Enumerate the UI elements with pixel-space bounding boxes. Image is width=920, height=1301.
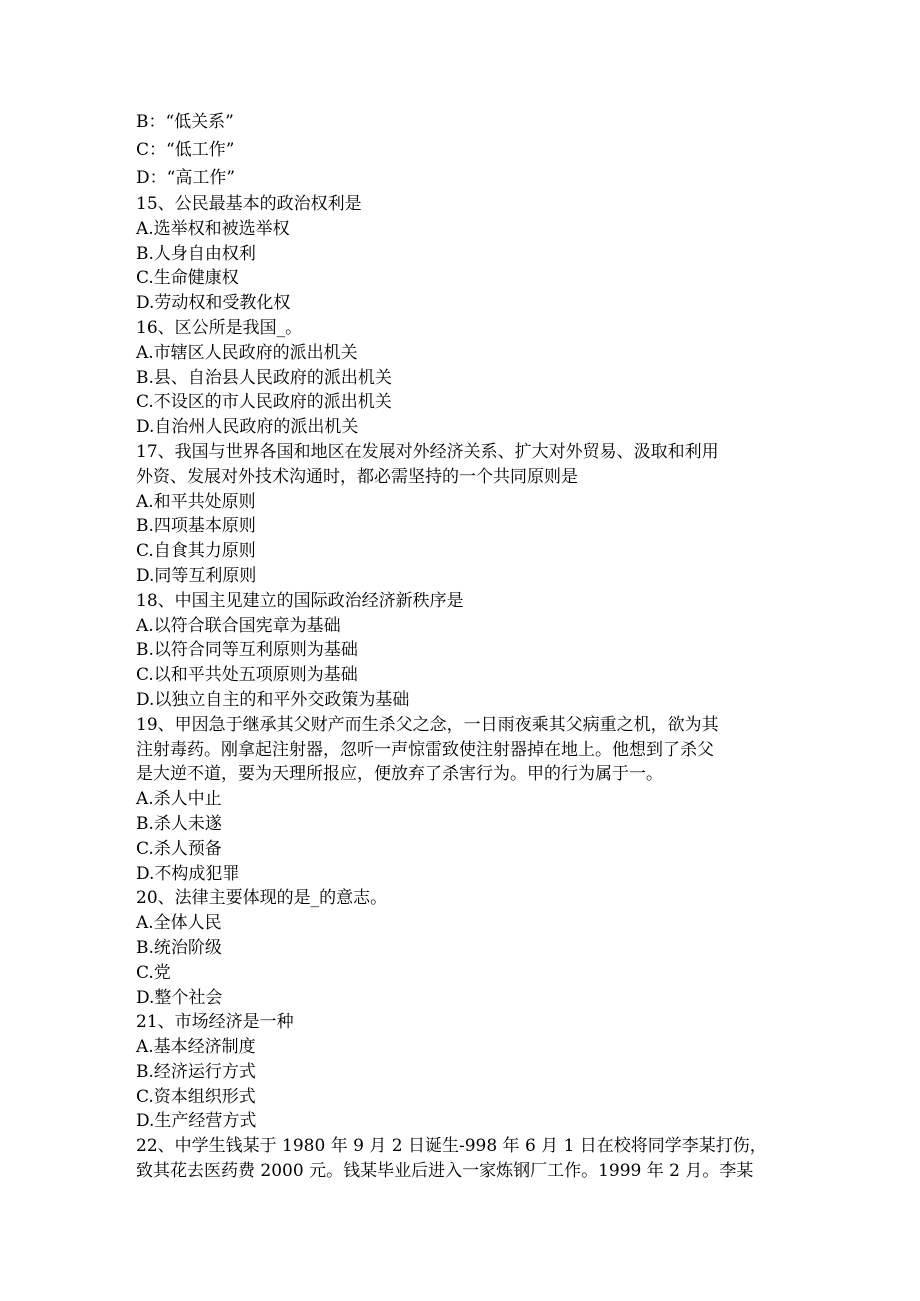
- text-line: C.以和平共处五项原则为基础: [136, 665, 358, 686]
- text-line: C：“低工作”: [136, 140, 235, 160]
- text-line: A.和平共处原则: [136, 491, 256, 512]
- text-line: D.自治州人民政府的派出机关: [136, 417, 359, 438]
- text-line: B.以符合同等互利原则为基础: [136, 640, 358, 661]
- text-line: A.选举权和被选举权: [136, 218, 290, 239]
- option-line: [136, 862, 786, 887]
- option-line: [136, 539, 786, 564]
- text-line: D.整个社会: [136, 987, 223, 1008]
- text-line: C.生命健康权: [136, 268, 239, 289]
- option-line: [136, 291, 786, 316]
- text-line: C.党: [136, 962, 171, 983]
- option-line: [136, 961, 786, 986]
- text-line: B.经济运行方式: [136, 1061, 256, 1082]
- option-line: [136, 837, 786, 862]
- text-line: B.四项基本原则: [136, 516, 256, 537]
- option-line: [136, 217, 786, 242]
- text-line: 致其花去医药费 2000 元。钱某毕业后进入一家炼钢厂工作。1999 年 2 月。李某: [136, 1161, 754, 1182]
- text-line: C.资本组织形式: [136, 1086, 256, 1107]
- option-line: [136, 266, 786, 291]
- option-line: [136, 390, 786, 415]
- text-line: B：“低关系”: [136, 112, 234, 132]
- option-line: [136, 108, 786, 136]
- question-line: [136, 713, 786, 738]
- question-line: [136, 1010, 786, 1035]
- question-line: [136, 589, 786, 614]
- text-line: B.统治阶级: [136, 937, 222, 958]
- option-line: [136, 366, 786, 391]
- text-line: C.自食其力原则: [136, 541, 256, 562]
- text-line: D.以独立自主的和平外交政策为基础: [136, 689, 410, 710]
- question-line: [136, 738, 786, 763]
- text-line: A.全体人民: [136, 913, 222, 934]
- option-line: [136, 490, 786, 515]
- text-line: A.基本经济制度: [136, 1037, 256, 1058]
- text-line: 注射毒药。刚拿起注射器，忽听一声惊雷致使注射器掉在地上。他想到了杀父: [136, 739, 714, 760]
- option-line: [136, 688, 786, 713]
- text-line: B.县、自治县人民政府的派出机关: [136, 367, 392, 388]
- text-line: 22、中学生钱某于 1980 年 9 月 2 日诞生-998 年 6 月 1 日在校将同学李某打伤，: [136, 1136, 767, 1157]
- option-line: [136, 514, 786, 539]
- question-line: [136, 1134, 786, 1159]
- option-line: [136, 1109, 786, 1134]
- text-line: D.劳动权和受教化权: [136, 293, 291, 314]
- text-line: D.不构成犯罪: [136, 863, 240, 884]
- text-line: 20、法律主要体现的是_的意志。: [136, 888, 388, 909]
- text-line: 17、我国与世界各国和地区在发展对外经济关系、扩大对外贸易、汲取和利用: [136, 441, 719, 462]
- question-line: [136, 316, 786, 341]
- text-line: A.以符合联合国宪章为基础: [136, 615, 341, 636]
- option-line: [136, 614, 786, 639]
- text-line: 外资、发展对外技术沟通时，都必需坚持的一个共同原则是: [136, 466, 578, 487]
- text-line: B.杀人未遂: [136, 813, 222, 834]
- option-line: [136, 911, 786, 936]
- option-line: [136, 936, 786, 961]
- question-line: [136, 465, 786, 490]
- option-line: [136, 136, 786, 164]
- option-line: [136, 787, 786, 812]
- option-line: [136, 242, 786, 267]
- document-body: [136, 108, 786, 1184]
- question-line: [136, 1159, 786, 1184]
- text-line: C.不设区的市人民政府的派出机关: [136, 392, 392, 413]
- question-line: [136, 762, 786, 787]
- option-line: [136, 1085, 786, 1110]
- text-line: D.生产经营方式: [136, 1111, 257, 1132]
- text-line: 18、中国主见建立的国际政治经济新秩序是: [136, 590, 464, 611]
- question-line: [136, 440, 786, 465]
- text-line: 16、区公所是我国_。: [136, 317, 303, 338]
- option-line: [136, 415, 786, 440]
- option-line: [136, 638, 786, 663]
- option-line: [136, 812, 786, 837]
- text-line: B.人身自由权利: [136, 243, 256, 264]
- text-line: C.杀人预备: [136, 838, 222, 859]
- option-line: [136, 564, 786, 589]
- text-line: 是大逆不道，要为天理所报应，便放弃了杀害行为。甲的行为属于一。: [136, 764, 663, 785]
- option-line: [136, 986, 786, 1011]
- text-line: A.市辖区人民政府的派出机关: [136, 342, 358, 363]
- option-line: [136, 1035, 786, 1060]
- text-line: D：“高工作”: [136, 168, 236, 188]
- text-line: 15、公民最基本的政治权利是: [136, 194, 362, 214]
- option-line: [136, 341, 786, 366]
- option-line: [136, 164, 786, 192]
- text-line: A.杀人中止: [136, 789, 222, 810]
- option-line: [136, 1060, 786, 1085]
- text-line: 21、市场经济是一种: [136, 1012, 294, 1033]
- text-line: 19、甲因急于继承其父财产而生杀父之念，一日雨夜乘其父病重之机，欲为其: [136, 714, 719, 735]
- question-line: [136, 192, 786, 217]
- option-line: [136, 663, 786, 688]
- question-line: [136, 886, 786, 911]
- text-line: D.同等互利原则: [136, 565, 257, 586]
